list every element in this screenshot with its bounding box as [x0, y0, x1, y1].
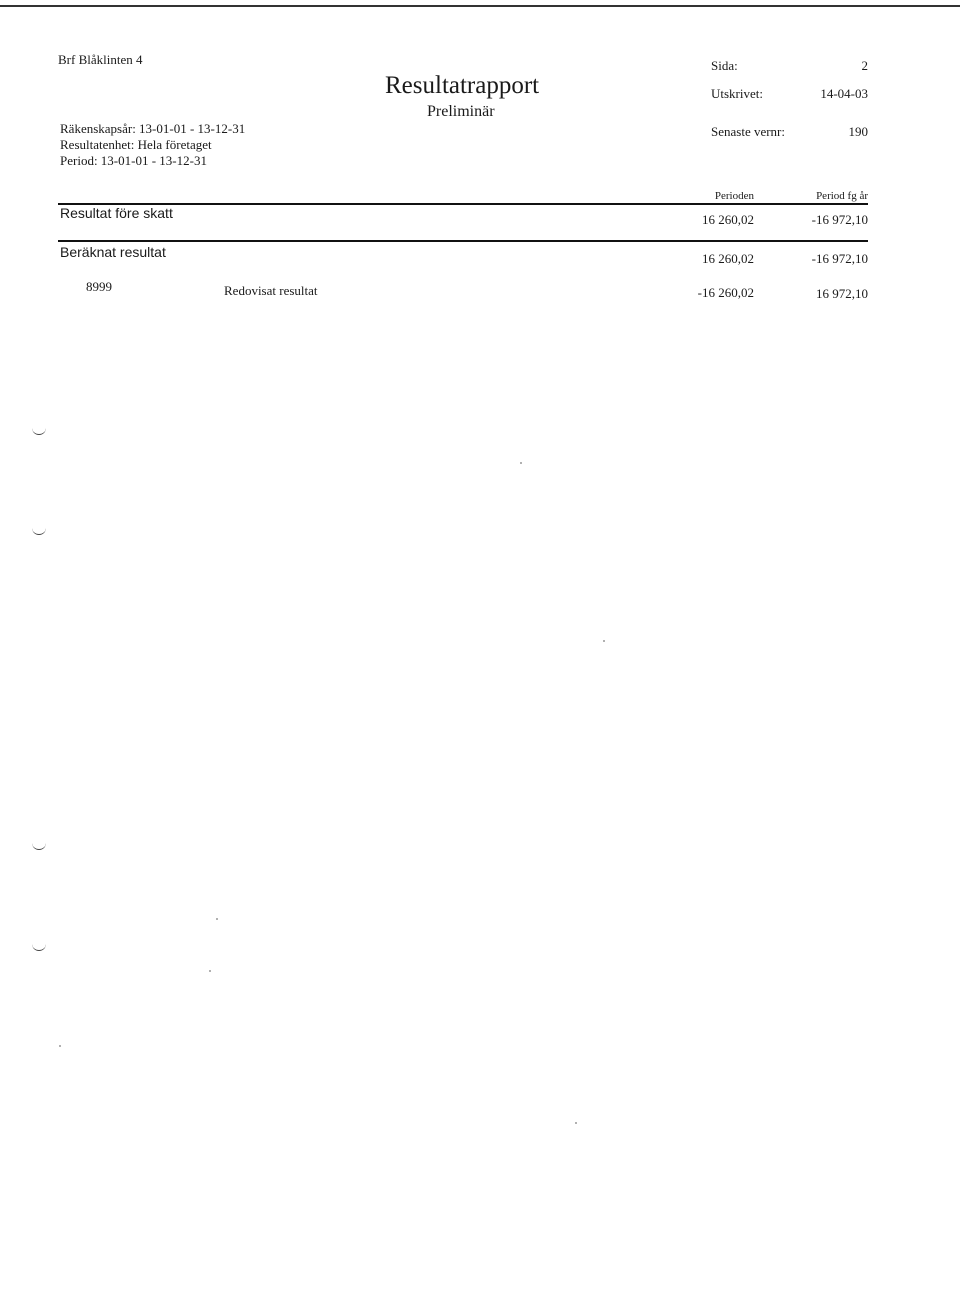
scan-edge-line [0, 5, 960, 7]
printed-label: Utskrivet: [711, 86, 763, 101]
page-label: Sida: [711, 58, 738, 73]
scan-speck [603, 640, 605, 642]
report-period: Period: 13-01-01 - 13-12-31 [60, 153, 207, 168]
header-rule [58, 203, 868, 205]
organization-name: Brf Blåklinten 4 [58, 52, 143, 67]
row-calculated-label: Beräknat resultat [60, 244, 166, 260]
row-before-tax-previous: -16 972,10 [811, 212, 868, 227]
page-number: 2 [861, 58, 868, 73]
row-reported-previous: 16 972,10 [816, 286, 868, 301]
row-before-tax-current: 16 260,02 [702, 212, 754, 227]
binder-hole-mark [32, 428, 46, 435]
row-calculated-current: 16 260,02 [702, 251, 754, 266]
section-rule [58, 240, 868, 242]
result-unit: Resultatenhet: Hela företaget [60, 137, 212, 152]
row-before-tax-label: Resultat före skatt [60, 205, 173, 221]
scan-speck [216, 918, 218, 920]
row-reported-account: 8999 [86, 279, 112, 294]
fiscal-year: Räkenskapsår: 13-01-01 - 13-12-31 [60, 121, 246, 136]
column-header-previous: Period fg år [816, 190, 868, 202]
printed-date: 14-04-03 [820, 86, 868, 101]
binder-hole-mark [32, 528, 46, 535]
version-number: 190 [848, 124, 868, 139]
report-subtitle: Preliminär [427, 103, 495, 120]
report-title: Resultatrapport [385, 72, 540, 99]
row-reported-label: Redovisat resultat [224, 283, 318, 298]
scan-speck [209, 970, 211, 972]
binder-hole-mark [32, 944, 46, 951]
row-reported-current: -16 260,02 [697, 285, 754, 300]
scan-speck [575, 1122, 577, 1124]
binder-hole-mark [32, 843, 46, 850]
row-calculated-previous: -16 972,10 [811, 251, 868, 266]
column-header-current: Perioden [714, 190, 754, 202]
scan-speck [59, 1045, 61, 1047]
version-label: Senaste vernr: [711, 124, 786, 139]
scan-speck [520, 462, 522, 464]
